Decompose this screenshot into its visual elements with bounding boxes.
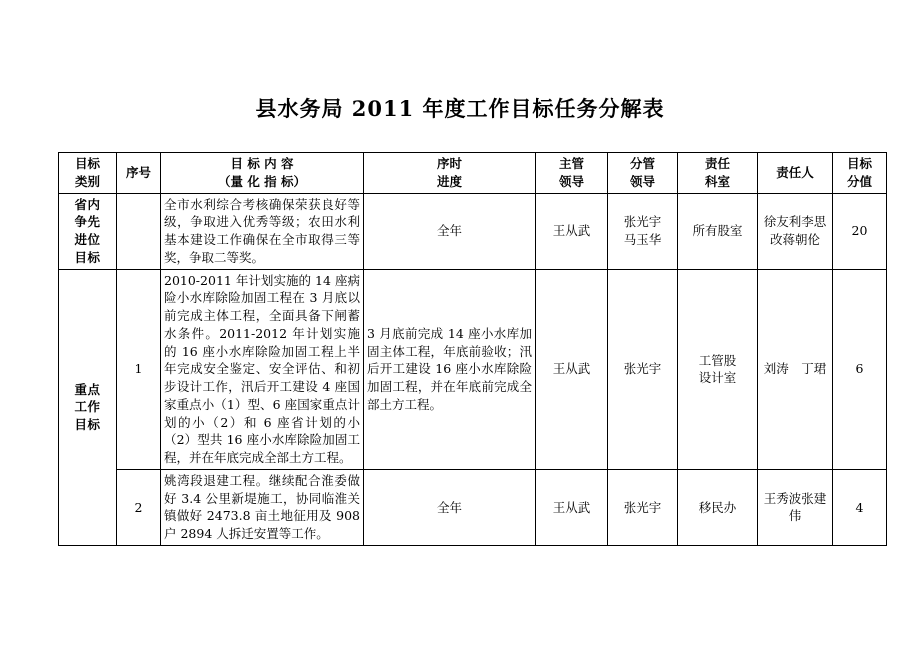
- header-score: [833, 153, 887, 194]
- row-department: 移民办: [678, 469, 758, 545]
- row-category: 重点 工作 目标: [59, 269, 117, 545]
- row-score: 4: [833, 469, 887, 545]
- header-progress: [364, 153, 536, 194]
- row-seq: 1: [117, 269, 161, 469]
- row-person: 王秀波张建伟: [758, 469, 833, 545]
- table-header-row: [59, 153, 887, 194]
- row-department: 工管股 设计室: [678, 269, 758, 469]
- header-supervisor-line2: 领导: [558, 173, 584, 189]
- header-deputy: [608, 153, 678, 194]
- row-progress: 3 月底前完成 14 座小水库加固主体工程，年底前验收；汛后开工建设 16 座小水库除险加固工程，并在年底前完成全部土方工程。: [364, 269, 536, 469]
- work-target-table: [58, 152, 887, 546]
- header-content-line1: 目 标 内 容: [230, 156, 294, 172]
- header-progress-line2: 进度: [436, 173, 462, 189]
- row-content: 2010-2011 年计划实施的 14 座病险小水库除险加固工程在 3 月底以前完成主体工程，全面具备下闸蓄水条件。2011-2012 年计划实施的 16 座小水库除险加固工程上半年完成安全鉴定、安全评估、和初步设计工作，汛后开工建设 4 座国家重点小（1）型、6 座国家重点计划的小（2）和 6 座省计划的小（2）型共 16 座小水库除险加固工程，并在年底完成全部土方工程。: [161, 269, 364, 469]
- header-score-line2: 分值: [846, 173, 872, 189]
- row-deputy: 张光宇: [608, 269, 678, 469]
- row-supervisor: 王从武: [536, 269, 608, 469]
- table-row: [59, 469, 887, 545]
- header-category-line1: 目标 类别: [74, 156, 100, 189]
- row-department: 所有股室: [678, 193, 758, 269]
- row-category: 省内 争先 进位 目标: [59, 193, 117, 269]
- header-content: [161, 153, 364, 194]
- row-content: 姚湾段退建工程。继续配合淮委做好 3.4 公里新堤施工，协同临淮关镇做好 2473.8 亩土地征用及 908 户 2894 人拆迁安置等工作。: [161, 469, 364, 545]
- header-progress-line1: 序时: [436, 156, 462, 172]
- header-content-line2: （量 化 指 标）: [217, 173, 307, 189]
- row-supervisor: 王从武: [536, 193, 608, 269]
- header-supervisor-line1: 主管: [558, 156, 584, 172]
- header-deputy-line1: 分管: [629, 156, 655, 172]
- header-supervisor: [536, 153, 608, 194]
- row-progress: 全年: [364, 193, 536, 269]
- row-person: 刘涛 丁珺: [758, 269, 833, 469]
- row-content: 全市水利综合考核确保荣获良好等级，争取进入优秀等级；农田水利基本建设工作确保在全市取得三等奖，争取二等奖。: [161, 193, 364, 269]
- row-progress: 全年: [364, 469, 536, 545]
- header-deputy-line2: 领导: [629, 173, 655, 189]
- row-person: 徐友利李思改蒋朝伦: [758, 193, 833, 269]
- page-title: 县水务局 2011 年度工作目标任务分解表: [255, 96, 665, 121]
- header-person: 责任人: [758, 153, 833, 194]
- row-seq: [117, 193, 161, 269]
- row-deputy: 张光宇: [608, 469, 678, 545]
- header-department-line1: 责任: [704, 156, 730, 172]
- row-score: 6: [833, 269, 887, 469]
- header-department: [678, 153, 758, 194]
- row-score: 20: [833, 193, 887, 269]
- header-seq: 序号: [117, 153, 161, 194]
- header-score-line1: 目标: [846, 156, 872, 172]
- row-supervisor: 王从武: [536, 469, 608, 545]
- row-deputy: 张光宇 马玉华: [608, 193, 678, 269]
- header-category: [59, 153, 117, 194]
- table-row: [59, 193, 887, 269]
- header-department-line2: 科室: [704, 173, 730, 189]
- table-row: [59, 269, 887, 469]
- row-seq: 2: [117, 469, 161, 545]
